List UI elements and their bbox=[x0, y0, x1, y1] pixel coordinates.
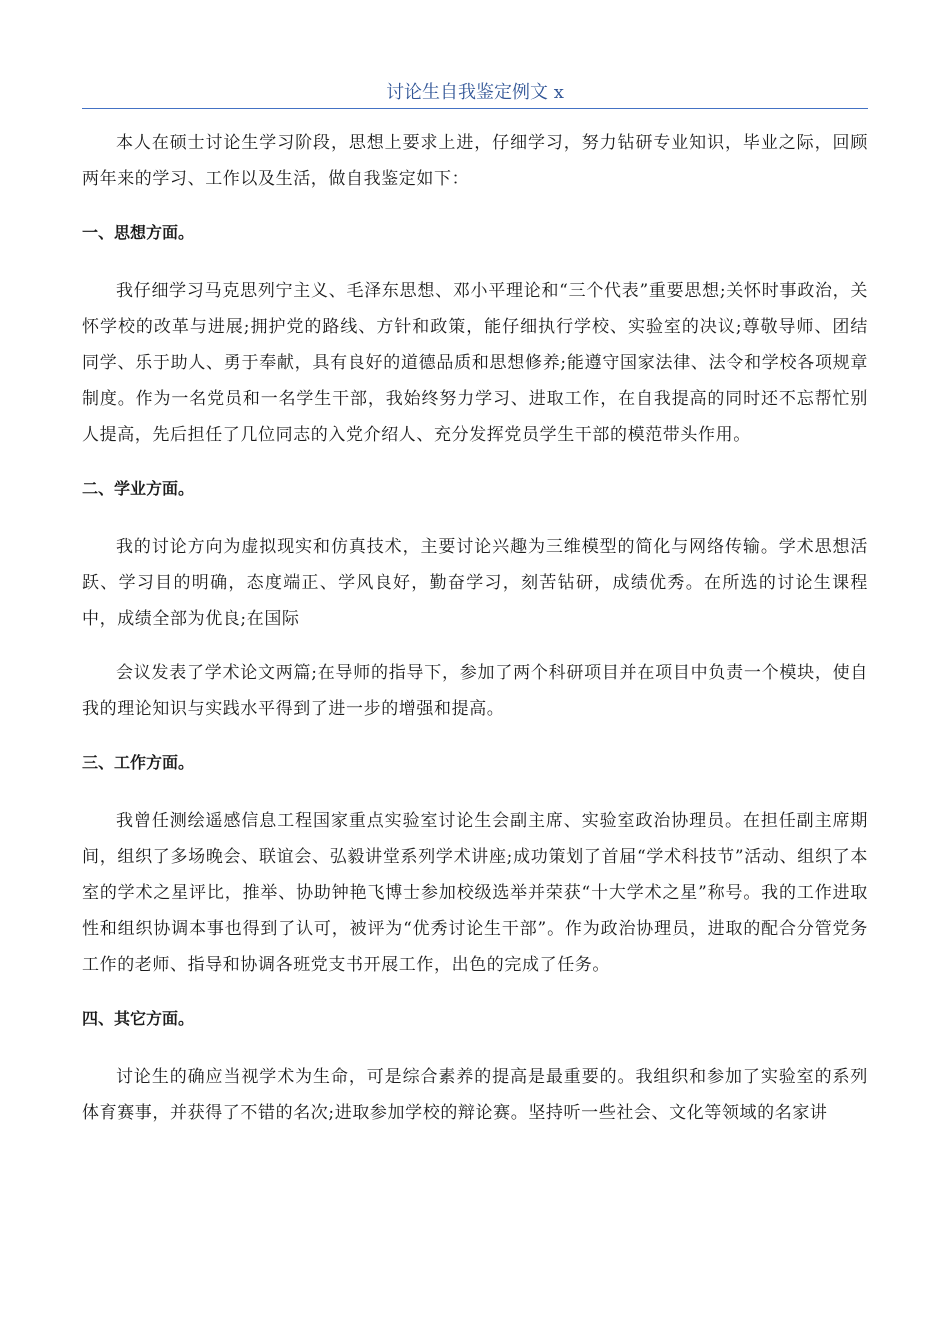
intro-paragraph: 本人在硕士讨论生学习阶段，思想上要求上进，仔细学习，努力钻研专业知识，毕业之际，回顾两年来的学习、工作以及生活，做自我鉴定如下： bbox=[82, 133, 868, 189]
section-paragraph: 我仔细学习马克思列宁主义、毛泽东思想、邓小平理论和“三个代表”重要思想;关怀时事政治，关怀学校的改革与进展;拥护党的路线、方针和政策，能仔细执行学校、实验室的决议;尊敬导师、团结同学、乐于助人、勇于奉献，具有良好的道德品质和思想修养;能遵守国家法律、法令和学校各项规章制度。作为一名党员和一名学生干部，我始终努力学习、进取工作，在自我提高的同时还不忘帮忙别人提高，先后担任了几位同志的入党介绍人、充分发挥党员学生干部的模范带头作用。 bbox=[82, 281, 868, 445]
section-heading: 二、学业方面。 bbox=[82, 479, 195, 498]
section-paragraph: 我的讨论方向为虚拟现实和仿真技术，主要讨论兴趣为三维模型的简化与网络传输。学术思想活跃、学习目的明确，态度端正、学风良好，勤奋学习，刻苦钻研，成绩优秀。在所选的讨论生课程中，成绩全部为优良;在国际 bbox=[82, 537, 868, 629]
document-page bbox=[82, 78, 868, 1131]
section-paragraph: 讨论生的确应当视学术为生命，可是综合素养的提高是最重要的。我组织和参加了实验室的系列体育赛事，并获得了不错的名次;进取参加学校的辩论赛。坚持听一些社会、文化等领域的名家讲 bbox=[82, 1067, 868, 1123]
section-work bbox=[82, 745, 868, 983]
document-title: 讨论生自我鉴定例文 x bbox=[386, 82, 564, 103]
section-other bbox=[82, 1001, 868, 1131]
section-heading: 一、思想方面。 bbox=[82, 223, 195, 242]
section-heading: 四、其它方面。 bbox=[82, 1009, 195, 1028]
section-paragraph: 会议发表了学术论文两篇;在导师的指导下，参加了两个科研项目并在项目中负责一个模块，使自我的理论知识与实践水平得到了进一步的增强和提高。 bbox=[82, 663, 868, 719]
section-heading: 三、工作方面。 bbox=[82, 753, 195, 772]
section-academic bbox=[82, 471, 868, 727]
section-thought bbox=[82, 215, 868, 453]
section-paragraph: 我曾任测绘遥感信息工程国家重点实验室讨论生会副主席、实验室政治协理员。在担任副主席期间，组织了多场晚会、联谊会、弘毅讲堂系列学术讲座;成功策划了首届“学术科技节”活动、组织了本室的学术之星评比，推举、协助钟艳飞博士参加校级选举并荣获“十大学术之星”称号。我的工作进取性和组织协调本事也得到了认可，被评为“优秀讨论生干部”。作为政治协理员，进取的配合分管党务工作的老师、指导和协调各班党支书开展工作，出色的完成了任务。 bbox=[82, 811, 868, 975]
